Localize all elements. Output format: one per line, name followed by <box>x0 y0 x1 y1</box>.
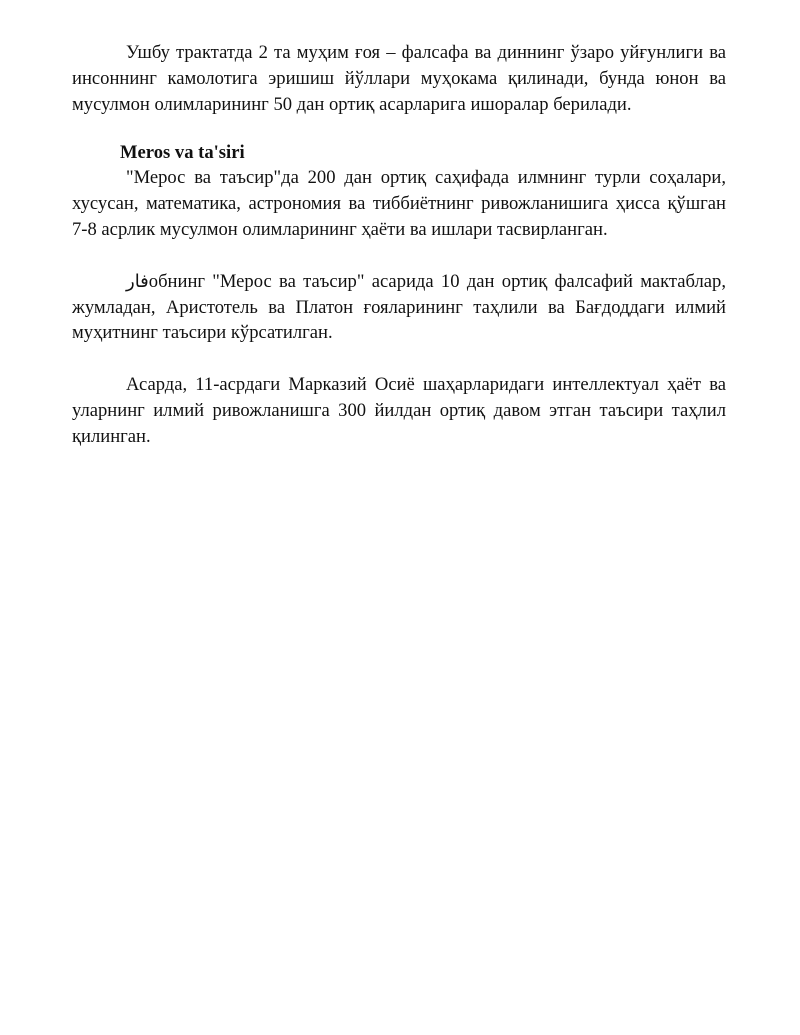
paragraph-3 <box>72 269 726 346</box>
arabic-prefix: فار <box>126 270 149 292</box>
paragraph-2: "Мерос ва таъсир"да 200 дан ортиқ саҳифада илмнинг турли соҳалари, хусусан, математика, астрономия ва тиббиётнинг ривожланишига ҳисса қўшган 7-8 асрлик мусулмон олимларининг ҳаёти ва ишлари тасвирланган. <box>72 167 726 240</box>
document-body <box>72 40 726 450</box>
paragraph-4: Асарда, 11-асрдаги Марказий Осиё шаҳарларидаги интеллектуал ҳаёт ва уларнинг илмий ривожланишга 300 йилдан ортиқ давом этган таъсири таҳлил қилинган. <box>72 374 726 447</box>
section-heading: Meros va ta'siri <box>120 142 245 164</box>
paragraph-3-text: обнинг "Мерос ва таъсир" асарида 10 дан ортиқ фалсафий мактаблар, жумладан, Аристотель ва Платон ғояларининг таҳлили ва Бағдоддаги илмий муҳитнинг таъсири кўрсатилган. <box>72 270 726 344</box>
paragraph-1: Ушбу трактатда 2 та муҳим ғоя – фалсафа ва диннинг ўзаро уйғунлиги ва инсоннинг камолотига эришиш йўллари муҳокама қилинади, бунда юнон ва мусулмон олимларининг 50 дан ортиқ асарларига ишоралар берилади. <box>72 42 726 115</box>
